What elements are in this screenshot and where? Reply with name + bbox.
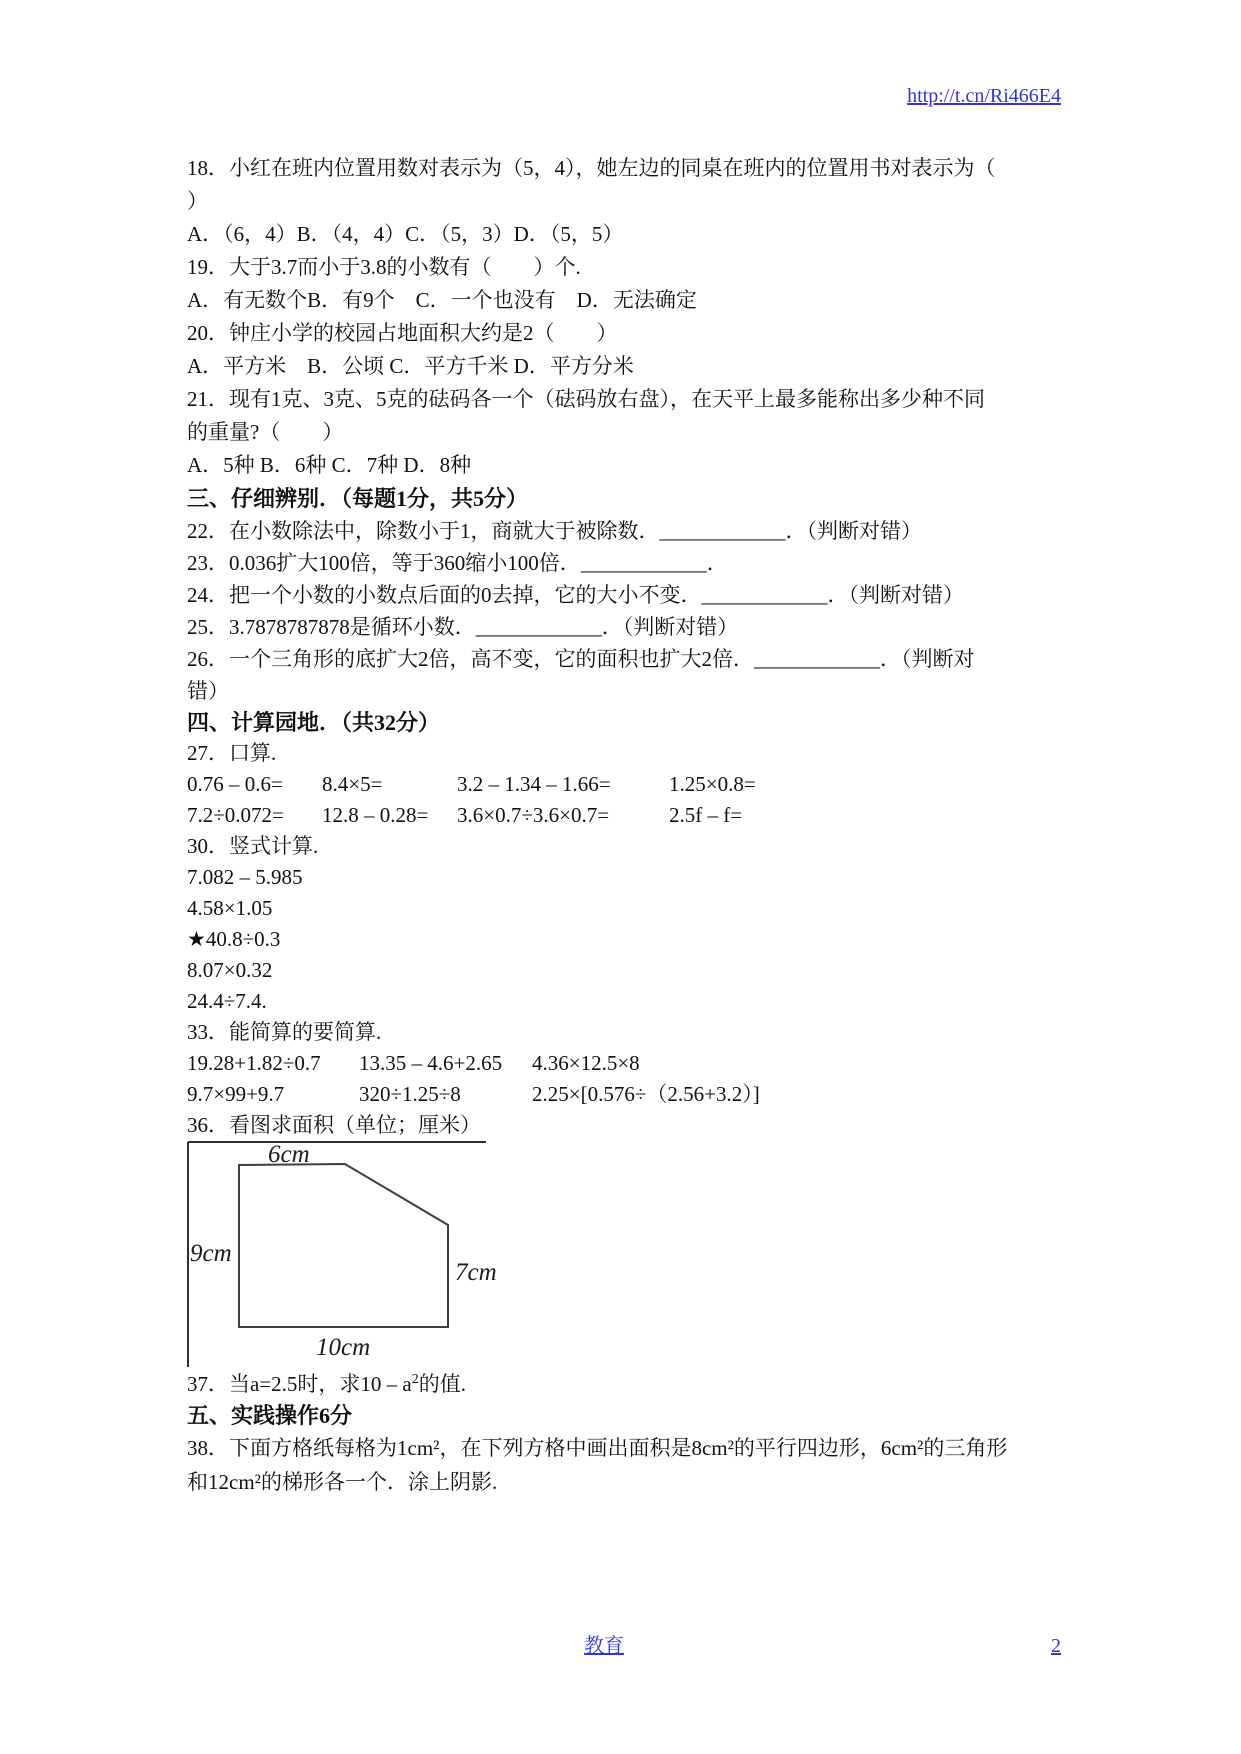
section5-header: 五、实践操作6分 — [187, 1403, 353, 1428]
q27-expr: 7.2÷0.072= — [187, 803, 284, 827]
q33-row2 — [187, 1079, 1069, 1110]
q18-line2: ） — [187, 189, 208, 213]
q27-expr: 2.5f – f= — [669, 803, 743, 827]
q24-line: 24．把一个小数的小数点后面的0去掉，它的大小不变．____________．（判断对错） — [187, 583, 964, 607]
q30-item-1: 7.082 – 5.985 — [187, 865, 303, 889]
figure-label-top: 6cm — [268, 1141, 310, 1168]
q33-expr: 13.35 – 4.6+2.65 — [359, 1051, 503, 1075]
page-number-link[interactable]: 2 — [1051, 1635, 1061, 1657]
q21-line2: 的重量?（ ） — [187, 420, 344, 444]
q26-line2: 错） — [187, 679, 229, 703]
q33-row1 — [187, 1048, 1069, 1079]
q33-expr: 19.28+1.82÷0.7 — [187, 1051, 321, 1075]
true-false-block — [187, 515, 1069, 707]
q19-options: A．有无数个B．有9个 C．一个也没有 D．无法确定 — [187, 288, 697, 312]
q22-line: 22．在小数除法中，除数小于1，商就大于被除数．____________．（判断对错） — [187, 519, 922, 543]
q30-item-3: ★40.8÷0.3 — [187, 927, 281, 951]
q26-line1: 26．一个三角形的底扩大2倍，高不变，它的面积也扩大2倍．____________．（判断对 — [187, 647, 975, 671]
choice-questions-block — [187, 152, 1069, 482]
short-url-link[interactable]: http://t.cn/Ri466E4 — [907, 85, 1061, 107]
q38-line1: 38．下面方格纸每格为1cm²，在下列方格中画出面积是8cm²的平行四边形，6cm²的三角形 — [187, 1436, 1008, 1460]
q27-expr: 1.25×0.8= — [669, 772, 756, 796]
footer-edu-link[interactable]: 教育 — [584, 1635, 624, 1657]
q18-line1: 18．小红在班内位置用数对表示为（5，4），她左边的同桌在班内的位置用书对表示为（ — [187, 156, 996, 180]
section4-header: 四、计算园地．（共32分） — [187, 710, 441, 735]
q30-title: 30．竖式计算. — [187, 834, 319, 858]
calculation-block — [187, 738, 1069, 1141]
practice-block — [187, 1431, 1069, 1499]
figure-label-left: 9cm — [190, 1240, 232, 1267]
q33-expr: 4.36×12.5×8 — [532, 1051, 640, 1075]
q37-line — [187, 1369, 1069, 1400]
q27-expr: 12.8 – 0.28= — [322, 803, 429, 827]
q30-item-2: 4.58×1.05 — [187, 896, 273, 920]
q33-expr: 2.25×[0.576÷（2.56+3.2）] — [532, 1082, 760, 1106]
q38-line2: 和12cm²的梯形各一个．涂上阴影. — [187, 1470, 498, 1494]
q27-expr: 3.6×0.7÷3.6×0.7= — [457, 803, 610, 827]
pentagon-shape — [239, 1164, 448, 1327]
area-figure — [187, 1141, 507, 1369]
q27-row1 — [187, 769, 1069, 800]
q33-expr: 9.7×99+9.7 — [187, 1082, 285, 1106]
q37-text-pre: 37．当a=2.5时，求10 – a — [187, 1372, 412, 1396]
q18-options: A．（6，4）B．（4，4）C．（5，3）D．（5，5） — [187, 222, 624, 246]
q30-item-5: 24.4÷7.4. — [187, 989, 267, 1013]
q27-expr: 8.4×5= — [322, 772, 383, 796]
q21-line1: 21．现有1克、3克、5克的砝码各一个（砝码放右盘），在天平上最多能称出多少种不同 — [187, 387, 985, 411]
area-figure-svg — [187, 1141, 507, 1369]
header-url-line — [187, 84, 1069, 108]
q21-options: A．5种 B．6种 C．7种 D．8种 — [187, 453, 472, 477]
q36-title: 36．看图求面积（单位；厘米） — [187, 1113, 481, 1137]
q33-title: 33．能简算的要简算. — [187, 1020, 382, 1044]
page-footer — [187, 1634, 1069, 1658]
q25-line: 25．3.7878787878是循环小数．____________．（判断对错） — [187, 615, 739, 639]
q23-line: 23．0.036扩大100倍，等于360缩小100倍．____________． — [187, 551, 728, 575]
q37-text-post: 的值. — [418, 1372, 466, 1396]
figure-label-bottom: 10cm — [316, 1334, 371, 1361]
section3-header: 三、仔细辨别．（每题1分，共5分） — [187, 486, 529, 511]
q37-exponent: 2 — [411, 1372, 419, 1387]
figure-label-right: 7cm — [455, 1259, 497, 1286]
q27-row2 — [187, 800, 1069, 831]
exam-content — [187, 84, 1069, 1499]
q30-item-4: 8.07×0.32 — [187, 958, 273, 982]
q20-options: A．平方米 B．公顷 C．平方千米 D．平方分米 — [187, 354, 634, 378]
q33-expr: 320÷1.25÷8 — [359, 1082, 461, 1106]
q20-line1: 20．钟庄小学的校园占地面积大约是2（ ） — [187, 321, 618, 345]
q19-line1: 19．大于3.7而小于3.8的小数有（ ）个. — [187, 255, 581, 279]
q27-expr: 3.2 – 1.34 – 1.66= — [457, 772, 611, 796]
q27-title: 27．口算. — [187, 741, 277, 765]
q27-expr: 0.76 – 0.6= — [187, 772, 283, 796]
